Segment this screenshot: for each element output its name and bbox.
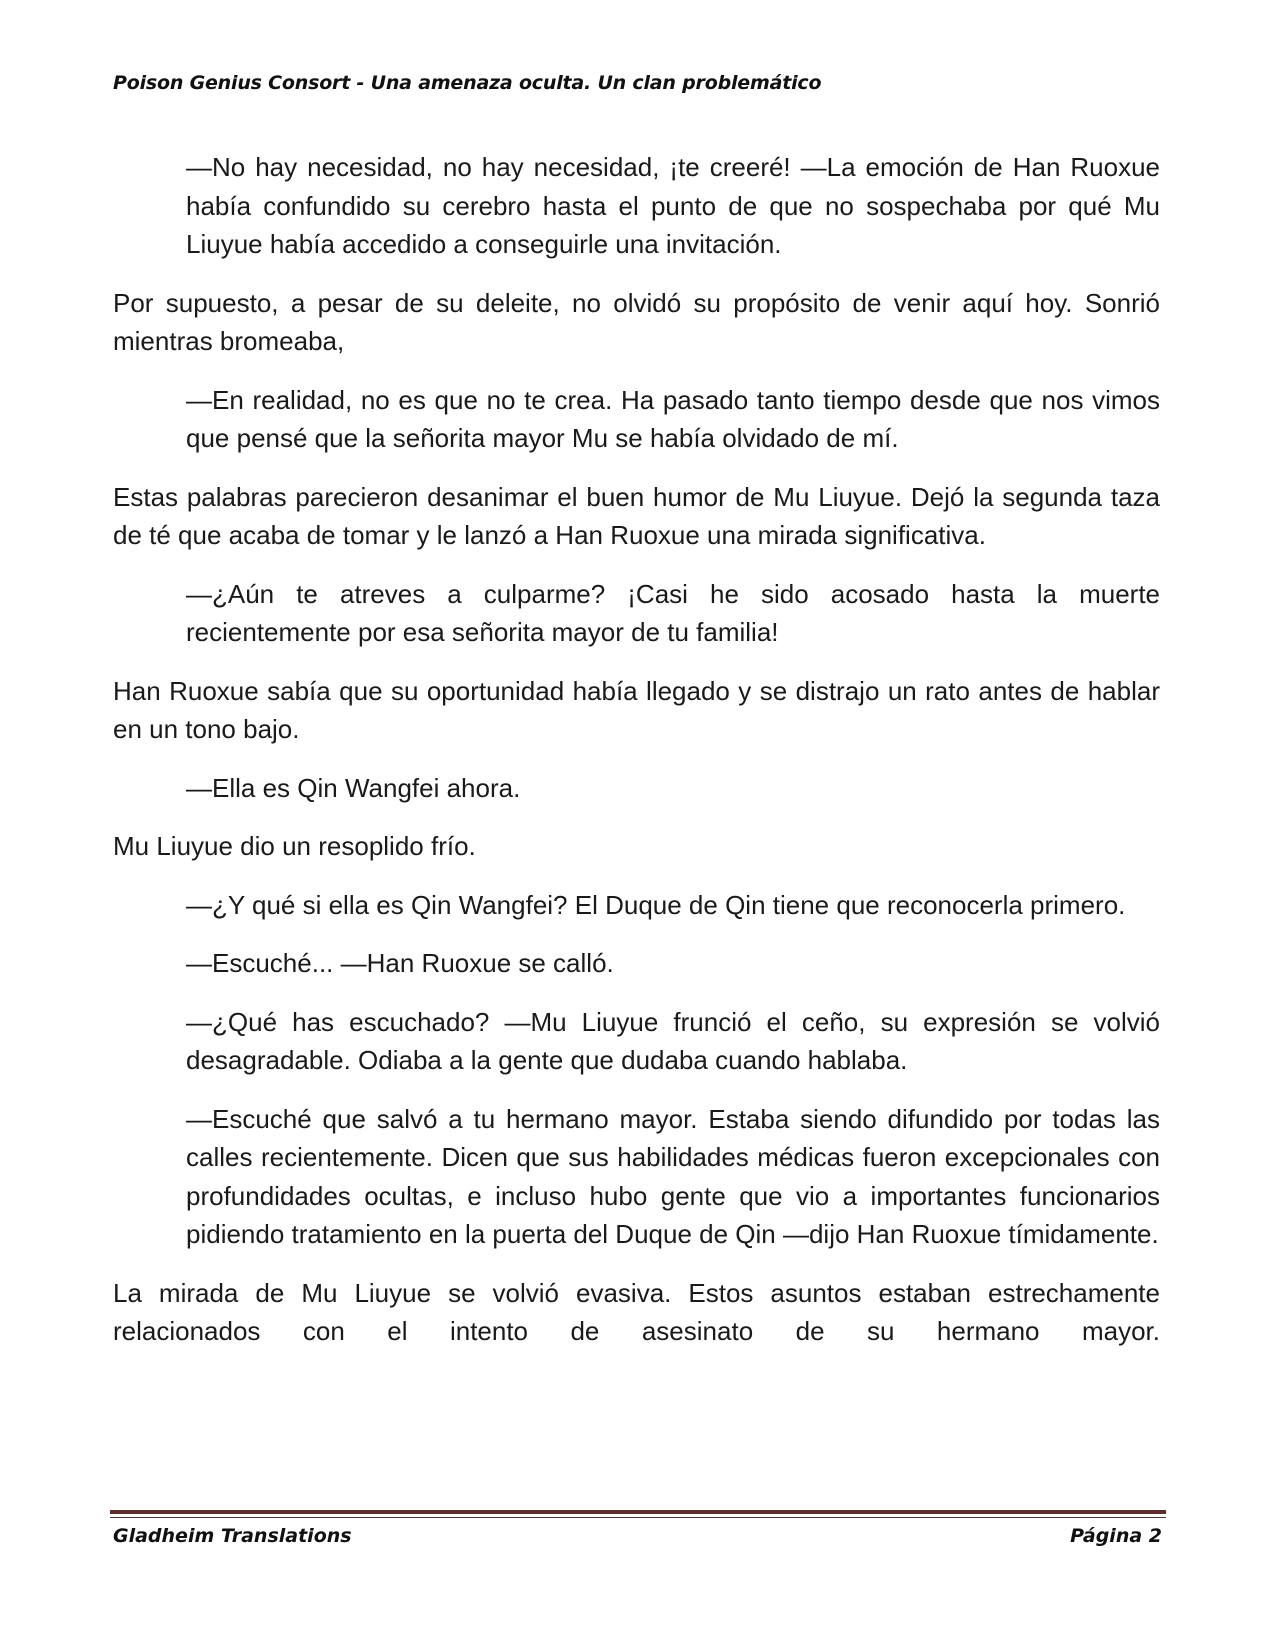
footer-publisher: Gladheim Translations	[113, 1525, 352, 1547]
paragraph-dialogue-6: —Escuché... —Han Ruoxue se calló.	[186, 948, 614, 978]
paragraph-dialogue-1: —No hay necesidad, no hay necesidad, ¡te creeré! —La emoción de Han Ruoxue había confundido su cerebro hasta el punto de que no sospechaba por qué Mu Liuyue había accedido a conseguirle una invitación.	[186, 152, 1160, 259]
paragraph-narration-4: Mu Liuyue dio un resoplido frío.	[113, 831, 476, 861]
paragraph-dialogue-3: —¿Aún te atreves a culparme? ¡Casi he sido acosado hasta la muerte recientemente por esa señorita mayor de tu familia!	[186, 578, 1160, 647]
footer-rule-thin	[110, 1517, 1166, 1518]
footer-rule-thick	[110, 1510, 1166, 1514]
paragraph-dialogue-5: —¿Y qué si ella es Qin Wangfei? El Duque de Qin tiene que reconocerla primero.	[186, 889, 1126, 920]
paragraph-dialogue-7: —¿Qué has escuchado? —Mu Liuyue frunció el ceño, su expresión se volvió desagradable. Odiaba a la gente que dudaba cuando hablaba.	[186, 1006, 1160, 1075]
paragraph-narration-5: La mirada de Mu Liuyue se volvió evasiva. Estos asuntos estaban estrechamente relacionados con el intento de asesinato de su hermano mayor.	[113, 1277, 1160, 1346]
paragraph-dialogue-4: —Ella es Qin Wangfei ahora.	[186, 772, 521, 803]
document-header: Poison Genius Consort - Una amenaza oculta. Un clan problemático	[113, 72, 822, 94]
footer-page-number: Página 2	[1070, 1525, 1162, 1547]
paragraph-dialogue-8: —Escuché que salvó a tu hermano mayor. Estaba siendo difundido por todas las calles recientemente. Dicen que sus habilidades médicas fueron excepcionales con profundidades ocultas, e incluso hubo gente que vio a importantes funcionarios pidiendo tratamiento en la puerta del Duque de Qin —dijo Han Ruoxue tímidamente.	[186, 1103, 1160, 1249]
paragraph-narration-1: Por supuesto, a pesar de su deleite, no olvidó su propósito de venir aquí hoy. Sonrió mientras bromeaba,	[113, 287, 1160, 356]
paragraph-narration-3: Han Ruoxue sabía que su oportunidad había llegado y se distrajo un rato antes de hablar en un tono bajo.	[113, 675, 1160, 744]
document-body	[113, 148, 1160, 1371]
paragraph-dialogue-2: —En realidad, no es que no te crea. Ha pasado tanto tiempo desde que nos vimos que pensé que la señorita mayor Mu se había olvidado de mí.	[186, 384, 1160, 453]
paragraph-narration-2: Estas palabras parecieron desanimar el buen humor de Mu Liuyue. Dejó la segunda taza de té que acaba de tomar y le lanzó a Han Ruoxue una mirada significativa.	[113, 481, 1160, 550]
